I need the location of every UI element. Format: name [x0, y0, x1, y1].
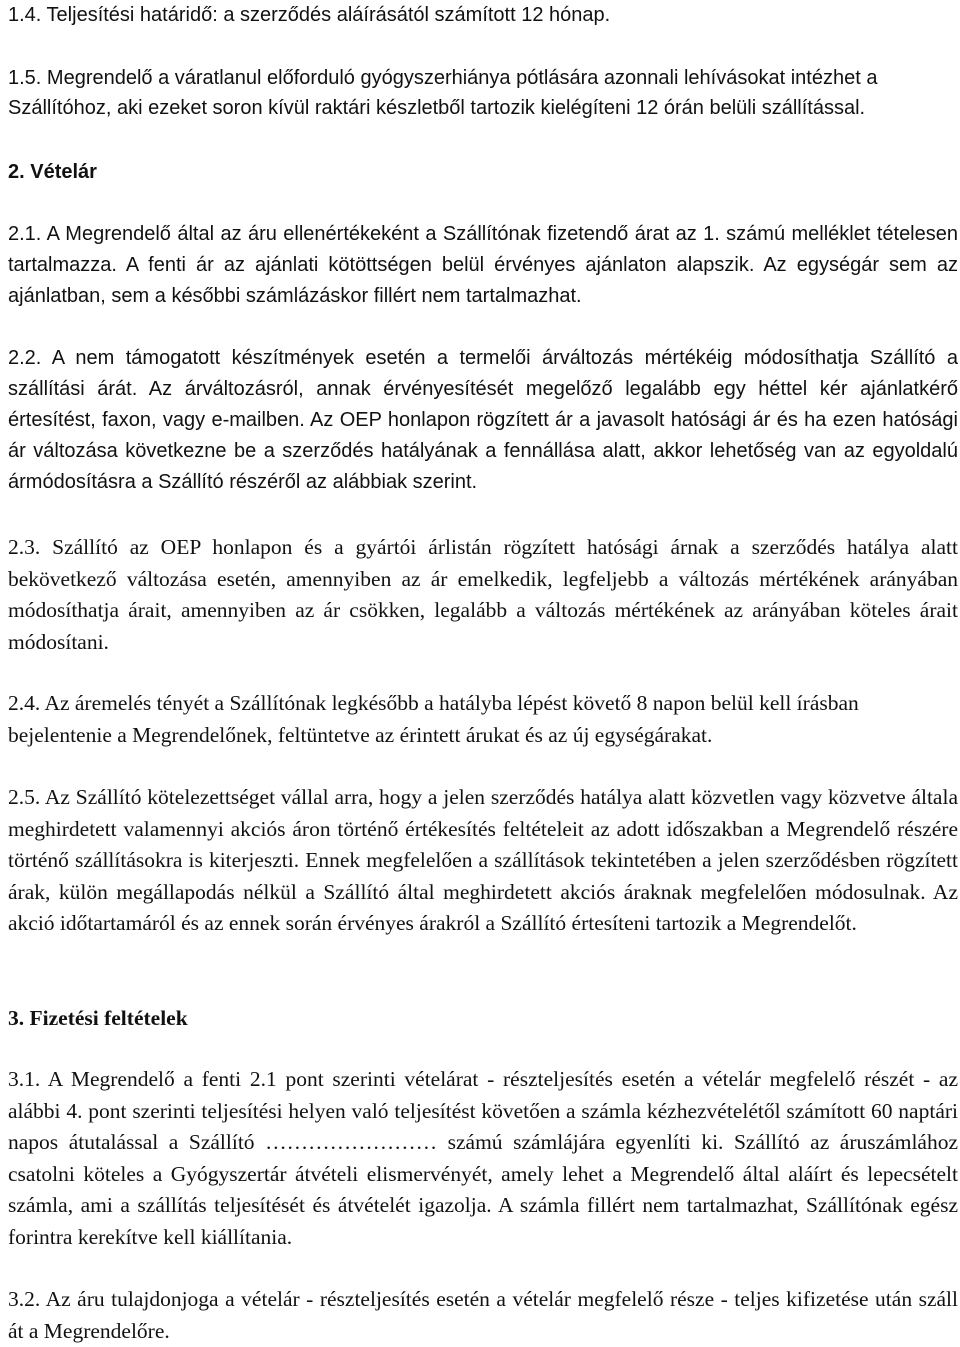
clause-3-1: 3.1. A Megrendelő a fenti 2.1 pont szerinti vételárat - részteljesítés esetén a vételár megfelelő részét - az alábbi 4. pont szerinti teljesítési helyen való teljesítést követően a számla kézhezvételétől számított 60 naptári napos átutalással a Szállító …………………… számú számlájára egyenlíti ki. Szállító az áruszámlához csatolni köteles a Gyógyszertár átvételi elismervényét, amely lehet a Megrendelő által aláírt és lepecsételt számla, ami a szállítás teljesítését és átvételét igazolja. A számla fillért nem tartalmazhat, Szállítónak egész forintra kerekítve kell kiállítania.: [8, 1067, 958, 1249]
clause-1-5: 1.5. Megrendelő a váratlanul előforduló gyógyszerhiánya pótlására azonnali lehívásokat intézhet a Szállítóhoz, aki ezeket soron kívül raktári készletből tartozik kielégíteni 12 órán belüli szállítással.: [8, 67, 878, 119]
clause-2-1: 2.1. A Megrendelő által az áru ellenértékeként a Szállítónak fizetendő árat az 1. számú melléklet tételesen tartalmazza. A fenti ár az ajánlati kötöttségen belül érvényes ajánlaton alapszik. Az egységár sem az ajánlatban, sem a későbbi számlázáskor fillért nem tartalmazhat.: [8, 223, 958, 307]
clause-1-4: 1.4. Teljesítési határidő: a szerződés aláírásától számított 12 hónap.: [8, 4, 611, 26]
section-heading-2: 2. Vételár: [8, 161, 97, 183]
clause-2-4: 2.4. Az áremelés tényét a Szállítónak legkésőbb a hatályba lépést követő 8 napon belül kell írásban bejelentenie a Megrendelőnek, feltüntetve az érintett árukat és az új egységárakat.: [8, 691, 859, 747]
clause-2-2: 2.2. A nem támogatott készítmények esetén a termelői árváltozás mértékéig módosíthatja Szállító a szállítási árát. Az árváltozásról, annak érvényesítését megelőző legalább egy héttel kér ajánlatkérő értesítést, faxon, vagy e-mailben. Az OEP honlapon rögzített ár a javasolt hatósági ár és ha ezen hatósági ár változása következne be a szerződés hatályának a fennállása alatt, akkor lehetőség van az egyoldalú ármódosításra a Szállító részéről az alábbiak szerint.: [8, 347, 958, 493]
clause-2-5: 2.5. Az Szállító kötelezettséget vállal arra, hogy a jelen szerződés hatálya alatt közvetlen vagy közvetve általa meghirdetett valamennyi akciós áron történő értékesítés feltételeit az adott időszakban a Megrendelő részére történő szállításokra is kiterjeszti. Ennek megfelelően a szállítások tekintetében a jelen szerződésben rögzített árak, külön megállapodás nélkül a Szállító által meghirdetett akciós áraknak megfelelően módosulnak. Az akció időtartamáról és az ennek során érvényes árakról a Szállító értesíteni tartozik a Megrendelőt.: [8, 785, 958, 935]
clause-2-3: 2.3. Szállító az OEP honlapon és a gyártói árlistán rögzített hatósági árnak a szerződés hatálya alatt bekövetkező változása esetén, amennyiben az ár emelkedik, legfeljebb a változás mértékének arányában módosíthatja árait, amennyiben az ár csökken, legalább a változás mértékének az arányában köteles árait módosítani.: [8, 535, 958, 654]
section-heading-3: 3. Fizetési feltételek: [8, 1006, 188, 1030]
clause-3-2: 3.2. Az áru tulajdonjoga a vételár - részteljesítés esetén a vételár megfelelő része - teljes kifizetése után száll át a Megrendelőre.: [8, 1287, 958, 1343]
